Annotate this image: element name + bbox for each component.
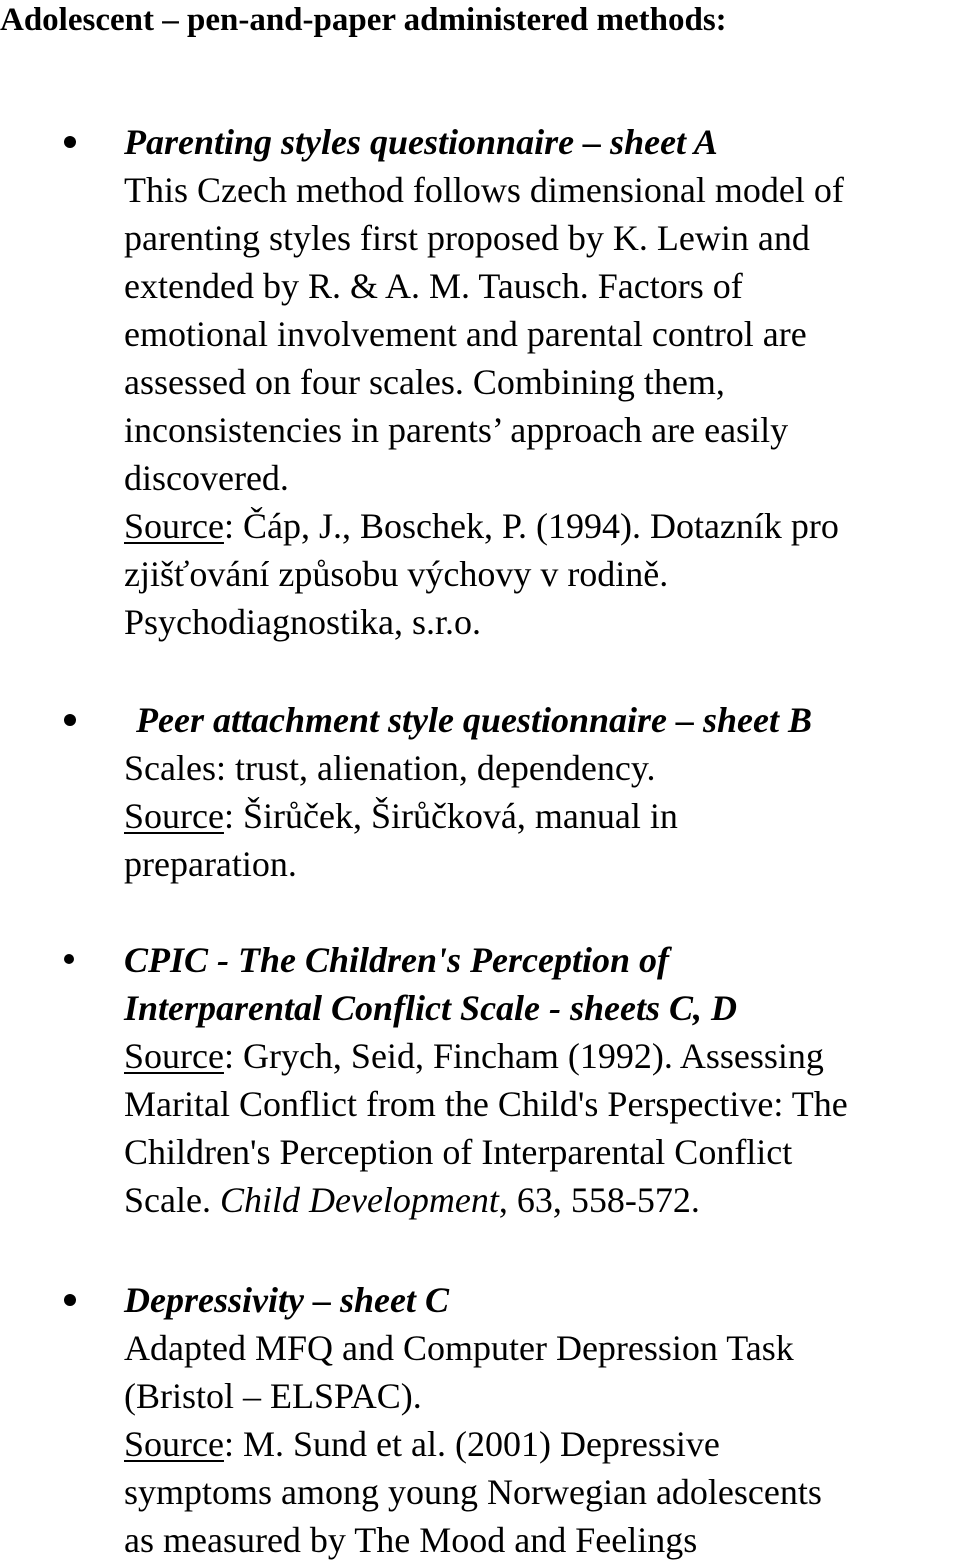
source-label: Source	[124, 796, 224, 836]
bullet-icon	[64, 714, 76, 726]
method-description-line: parenting styles first proposed by K. Lewin and	[124, 218, 810, 258]
bullet-icon	[64, 136, 76, 148]
bullet-icon	[64, 954, 74, 964]
method-description-line: Adapted MFQ and Computer Depression Task	[124, 1328, 794, 1368]
source-citation-text: : Čáp, J., Boschek, P. (1994). Dotazník pro	[223, 506, 839, 546]
bullet-icon	[64, 1294, 76, 1306]
source-citation-text: : Grych, Seid, Fincham (1992). Assessing	[223, 1036, 824, 1076]
source-citation-text: Scale.	[124, 1180, 220, 1220]
method-title: CPIC - The Children's Perception of	[124, 940, 670, 980]
source-label: Source	[124, 1036, 224, 1076]
source-citation-text: : Širůček, Širůčková, manual in	[223, 796, 678, 836]
source-citation-line	[124, 1420, 960, 1468]
source-citation-line: zjišťování způsobu výchovy v rodině.	[124, 554, 669, 594]
source-label: Source	[124, 506, 224, 546]
method-description-line: Scales: trust, alienation, dependency.	[124, 748, 656, 788]
journal-title: Child Development	[219, 1180, 499, 1220]
method-title: Interparental Conflict Scale - sheets C, D	[124, 988, 738, 1028]
source-label: Source	[124, 1424, 224, 1464]
method-description-line: inconsistencies in parents’ approach are easily	[124, 410, 789, 450]
source-citation-line: as measured by The Mood and Feelings	[124, 1520, 698, 1560]
source-citation-line	[124, 502, 960, 550]
source-citation-line: Children's Perception of Interparental Conflict	[124, 1132, 793, 1172]
method-item-peer-attachment	[124, 696, 960, 888]
method-description-line: This Czech method follows dimensional model of	[124, 170, 844, 210]
source-citation-text: : M. Sund et al. (2001) Depressive	[223, 1424, 720, 1464]
source-citation-line	[124, 1032, 960, 1080]
method-description-line: discovered.	[124, 458, 289, 498]
method-description-line: emotional involvement and parental control are	[124, 314, 807, 354]
source-citation-line	[124, 1176, 960, 1224]
method-item-depressivity	[124, 1276, 960, 1564]
source-citation-line: preparation.	[124, 844, 297, 884]
method-title: Parenting styles questionnaire – sheet A	[124, 122, 718, 162]
source-citation-line: Marital Conflict from the Child's Perspective: The	[124, 1084, 848, 1124]
source-citation-line: Psychodiagnostika, s.r.o.	[124, 602, 481, 642]
source-citation-text: , 63, 558-572.	[498, 1180, 700, 1220]
method-title: Depressivity – sheet C	[124, 1280, 449, 1320]
page-heading: Adolescent – pen-and-paper administered methods:	[0, 2, 727, 38]
method-description-line: (Bristol – ELSPAC).	[124, 1376, 422, 1416]
method-description-line: assessed on four scales. Combining them,	[124, 362, 725, 402]
method-description-line: extended by R. & A. M. Tausch. Factors of	[124, 266, 743, 306]
method-item-cpic	[124, 936, 960, 1224]
method-title: Peer attachment style questionnaire – sheet B	[136, 700, 812, 740]
source-citation-line: symptoms among young Norwegian adolescents	[124, 1472, 822, 1512]
method-item-parenting-styles	[124, 118, 960, 646]
source-citation-line	[124, 792, 960, 840]
